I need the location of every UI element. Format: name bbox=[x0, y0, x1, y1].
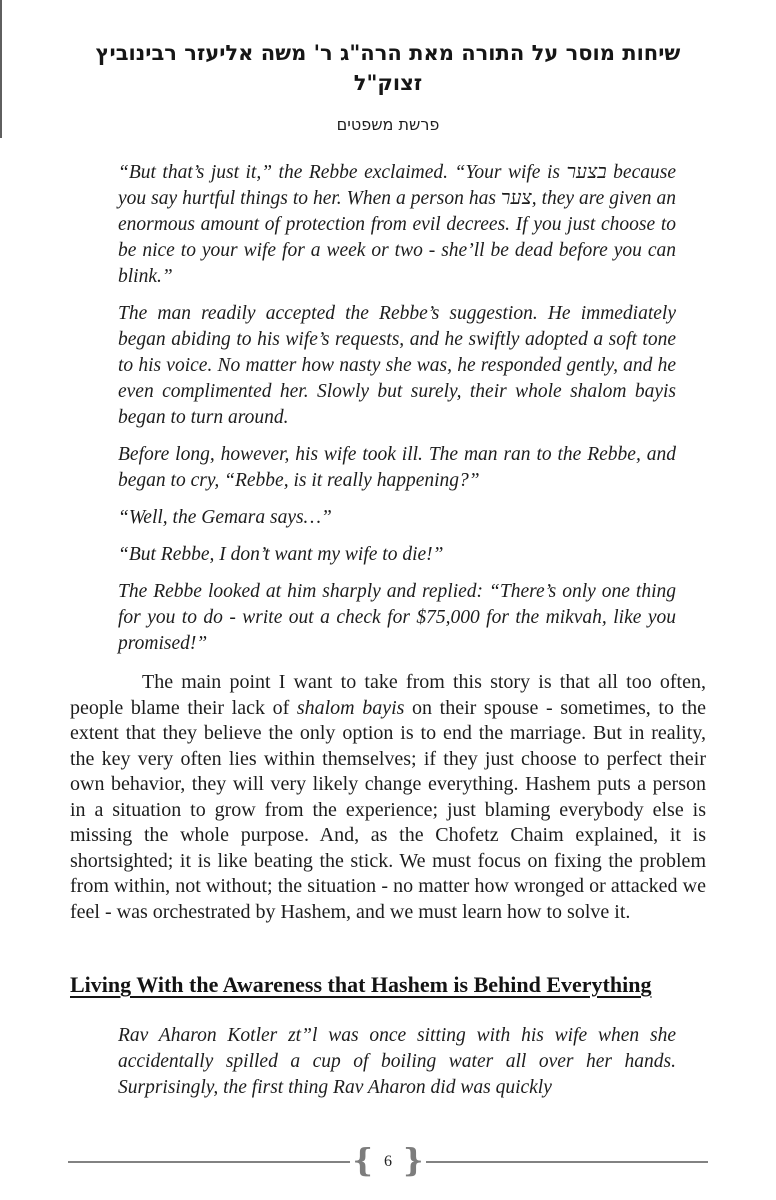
quote-paragraph-1: “But that’s just it,” the Rebbe exclaimed. “Your wife is בצער because you say hurtful things to her. When a person has צער, they are given an enormous amount of protection from evil decrees. If you just choose to be nice to your wife for a week or two - she’ll be dead before you can blink.” bbox=[118, 162, 676, 287]
scan-edge-artifact bbox=[0, 0, 2, 138]
quote-paragraph-3: Before long, however, his wife took ill. The man ran to the Rebbe, and began to cry, “Rebbe, is it really happening?” bbox=[118, 444, 676, 491]
quote-paragraph-4: “Well, the Gemara says…” bbox=[118, 507, 332, 528]
parsha-subtitle: פרשת משפטים bbox=[336, 115, 440, 134]
page-number: 6 bbox=[384, 1153, 392, 1170]
hebrew-title: שיחות מוסר על התורה מאת הרה"ג ר' משה אליעזר רבינוביץ זצוק"ל bbox=[95, 40, 681, 95]
bracket-right-ornament: } bbox=[403, 1141, 424, 1179]
story-quote-block bbox=[70, 160, 706, 657]
page-content bbox=[70, 38, 706, 1101]
page-footer bbox=[68, 1140, 708, 1184]
quote-paragraph-6: The Rebbe looked at him sharply and replied: “There’s only one thing for you to do - write out a check for $75,000 for the mikvah, like you promised!” bbox=[118, 581, 676, 654]
footer-rule-left bbox=[68, 1161, 350, 1163]
footer-rule-right bbox=[426, 1161, 708, 1163]
quote-paragraph-5: “But Rebbe, I don’t want my wife to die!” bbox=[118, 544, 444, 565]
body-paragraph: The main point I want to take from this story is that all too often, people blame their lack of shalom bayis on their spouse - sometimes, to the extent that they believe the only option is to end the marriage. But in reality, the key very often lies within themselves; if they just choose to perfect their own behavior, they will very likely change everything. Hashem puts a person in a situation to grow from the experience; just blaming everybody else is missing the whole purpose. And, as the Chofetz Chaim explained, it is shortsighted; it is like beating the stick. We must focus on fixing the problem from within, not without; the situation - no matter how wronged or attacked we feel - was orchestrated by Hashem, and we must learn how to solve it. bbox=[70, 671, 706, 923]
bracket-left-ornament: { bbox=[352, 1141, 373, 1179]
quote-paragraph-7: Rav Aharon Kotler zt”l was once sitting with his wife when she accidentally spilled a cup of boiling water all over her hands. Surprisingly, the first thing Rav Aharon did was quickly bbox=[118, 1025, 676, 1098]
quote-paragraph-2: The man readily accepted the Rebbe’s suggestion. He immediately began abiding to his wife’s requests, and he swiftly adopted a soft tone to his voice. No matter how nasty she was, he responded gently, and he even complimented her. Slowly but surely, their whole shalom bayis began to turn around. bbox=[118, 303, 676, 428]
section-heading: Living With the Awareness that Hashem is Behind Everything bbox=[70, 972, 652, 997]
